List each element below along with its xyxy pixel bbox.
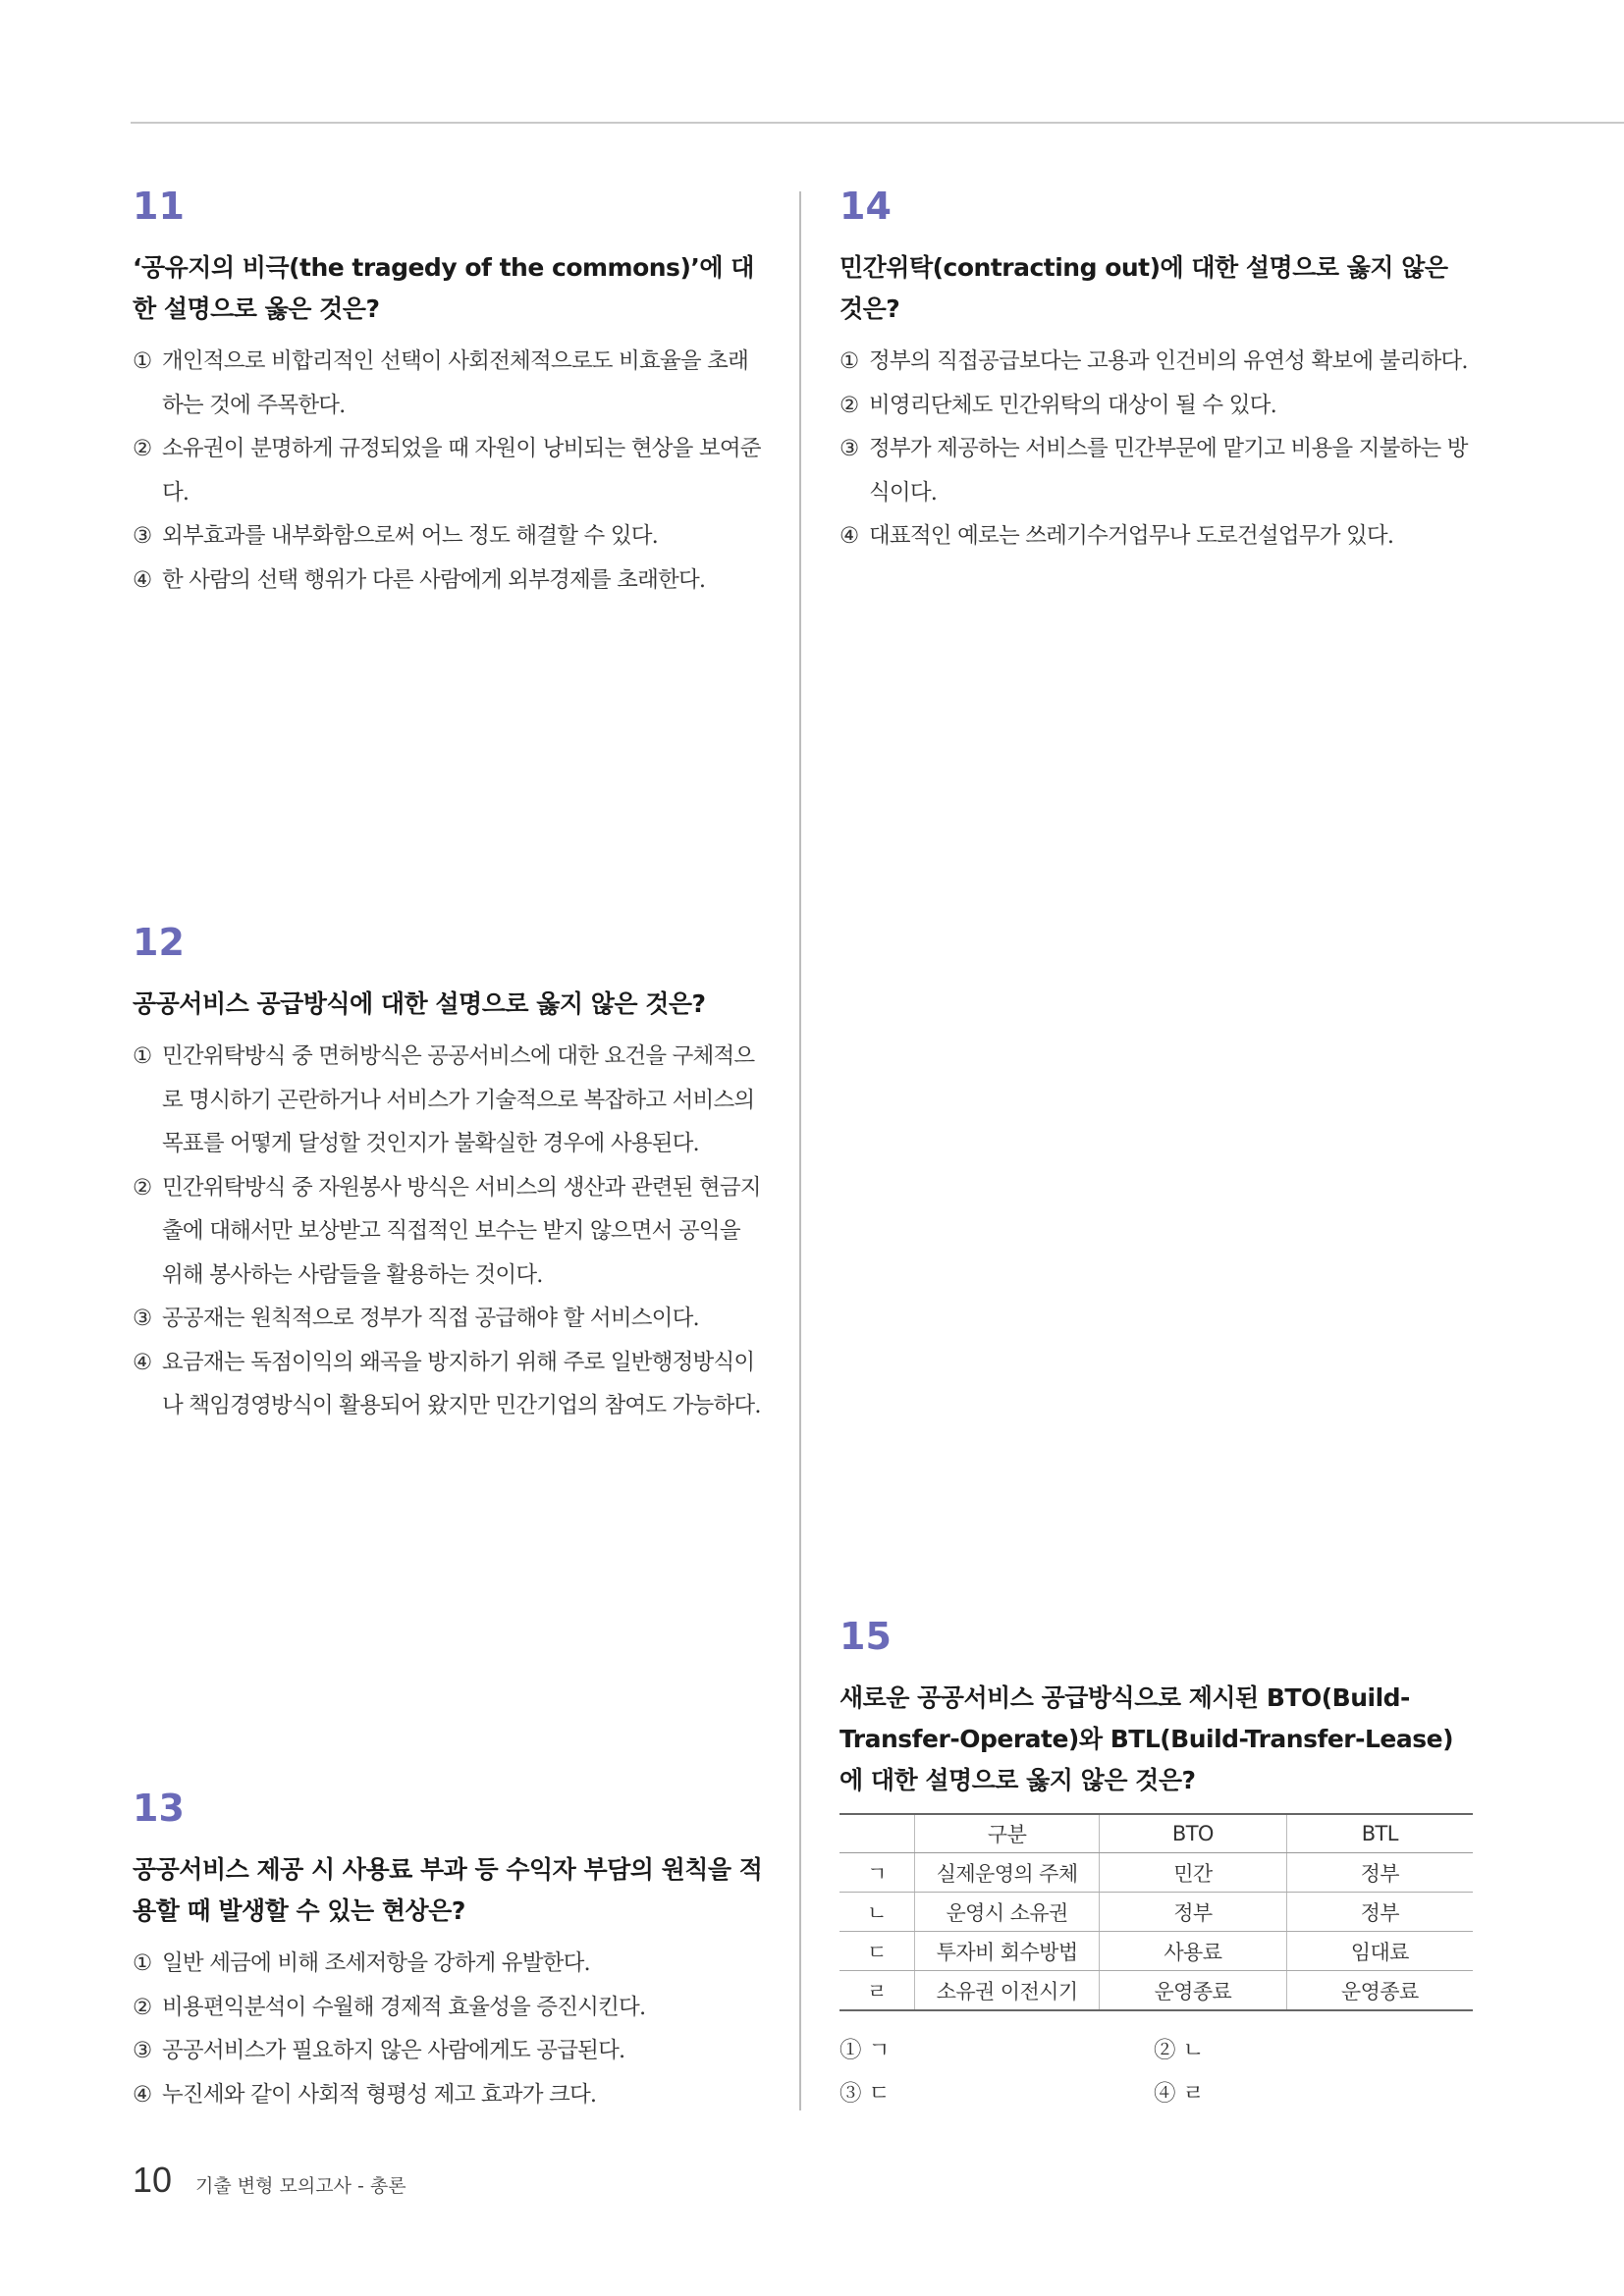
table-row [839, 1893, 1473, 1932]
table-cell: 소유권 이전시기 [915, 1971, 1100, 2011]
option-2[interactable] [839, 384, 1473, 428]
table-cell: 운영종료 [1286, 1971, 1473, 2011]
question-number: 13 [133, 1787, 185, 1830]
table-cell: 정부 [1100, 1893, 1286, 1932]
option-mark: ③ [133, 2038, 152, 2063]
option-3[interactable] [133, 514, 766, 559]
option-mark: ④ [133, 566, 152, 593]
question-11 [133, 185, 766, 602]
option-1[interactable] [839, 340, 1473, 384]
table-cell: 임대료 [1286, 1932, 1473, 1971]
option-text: 외부효과를 내부화함으로써 어느 정도 해결할 수 있다. [162, 523, 659, 549]
answer-choices [839, 2029, 1473, 2117]
table-row [839, 1971, 1473, 2011]
option-text: ㄷ [868, 2081, 891, 2107]
option-3[interactable] [133, 2029, 766, 2073]
question-number: 14 [839, 185, 892, 228]
question-14 [839, 185, 1473, 559]
option-mark: ② [133, 1994, 152, 2020]
question-12 [133, 921, 766, 1428]
table-header-cell: BTL [1286, 1814, 1473, 1853]
table-header-cell [839, 1814, 915, 1853]
table-cell: 민간 [1100, 1853, 1286, 1893]
option-mark: ③ [839, 436, 859, 461]
option-mark: ④ [1154, 2081, 1176, 2107]
option-4[interactable] [133, 559, 766, 603]
option-mark: ④ [133, 1349, 152, 1375]
question-text: 공공서비스 공급방식에 대한 설명으로 옳지 않은 것은? [133, 989, 706, 1018]
option-text: 누진세와 같이 사회적 형평성 제고 효과가 크다. [162, 2081, 597, 2108]
table-header-cell: 구분 [915, 1814, 1100, 1853]
table-cell: 운영종료 [1100, 1971, 1286, 2011]
option-text: 공공재는 원칙적으로 정부가 직접 공급해야 할 서비스이다. [162, 1306, 699, 1331]
option-4[interactable] [133, 2073, 766, 2117]
table-cell: ㄴ [839, 1893, 915, 1932]
question-13 [133, 1787, 766, 2116]
table-cell: 실제운영의 주체 [915, 1853, 1100, 1893]
option-mark: ③ [839, 2081, 862, 2107]
option-2[interactable] [133, 427, 766, 514]
choice-2[interactable] [1154, 2029, 1204, 2072]
option-text: 비영리단체도 민간위탁의 대상이 될 수 있다. [869, 392, 1276, 418]
question-text: ‘공유지의 비극(the tragedy of the commons)’에 대한 설명으로 옳은 것은? [133, 253, 754, 323]
option-4[interactable] [839, 514, 1473, 559]
option-mark: ④ [133, 2081, 152, 2108]
question-number: 15 [839, 1615, 892, 1658]
option-mark: ① [839, 348, 859, 374]
table-row [839, 1853, 1473, 1893]
option-text: 민간위탁방식 중 자원봉사 방식은 서비스의 생산과 관련된 현금지출에 대해서만 보상받고 직접적인 보수는 받지 않으면서 공익을 위해 봉사하는 사람들을 활용하는 것이다. [162, 1174, 761, 1288]
option-mark: ② [133, 436, 152, 461]
option-3[interactable] [133, 1297, 766, 1341]
option-1[interactable] [133, 1035, 766, 1166]
table-cell: 정부 [1286, 1893, 1473, 1932]
choice-3[interactable] [839, 2072, 890, 2115]
option-mark: ② [133, 1174, 152, 1201]
question-number: 11 [133, 185, 185, 228]
table-cell: ㄹ [839, 1971, 915, 2011]
question-text: 공공서비스 제공 시 사용료 부과 등 수익자 부담의 원칙을 적용할 때 발생할 수 있는 현상은? [133, 1855, 763, 1925]
option-text: 정부의 직접공급보다는 고용과 인건비의 유연성 확보에 불리하다. [869, 348, 1468, 374]
option-text: 정부가 제공하는 서비스를 민간부문에 맡기고 비용을 지불하는 방식이다. [869, 436, 1468, 506]
option-mark: ① [133, 1043, 152, 1069]
option-mark: ② [839, 392, 859, 418]
comparison-table [839, 1813, 1473, 2011]
option-mark: ① [133, 348, 152, 374]
question-text: 새로운 공공서비스 공급방식으로 제시된 BTO(Build-Transfer-Operate)와 BTL(Build-Transfer-Lease)에 대한 설명으로 옳지 않은 것은? [839, 1683, 1454, 1794]
table-cell: 사용료 [1100, 1932, 1286, 1971]
option-1[interactable] [133, 340, 766, 427]
option-text: ㄹ [1182, 2081, 1205, 2107]
option-mark: ① [133, 1950, 152, 1976]
question-number: 12 [133, 921, 185, 964]
page-footer [133, 2160, 406, 2201]
option-2[interactable] [133, 1986, 766, 2030]
table-header-row [839, 1814, 1473, 1853]
option-text: 소유권이 분명하게 규정되었을 때 자원이 낭비되는 현상을 보여준다. [162, 436, 761, 506]
table-cell: 운영시 소유권 [915, 1893, 1100, 1932]
option-mark: ② [1154, 2038, 1176, 2063]
option-text: 대표적인 예로는 쓰레기수거업무나 도로건설업무가 있다. [869, 523, 1394, 549]
option-text: 개인적으로 비합리적인 선택이 사회전체적으로도 비효율을 초래하는 것에 주목한다. [162, 348, 749, 418]
choice-4[interactable] [1154, 2072, 1204, 2115]
option-4[interactable] [133, 1341, 766, 1428]
question-text: 민간위탁(contracting out)에 대한 설명으로 옳지 않은 것은? [839, 253, 1448, 323]
option-text: ㄱ [868, 2038, 891, 2063]
question-15 [839, 1615, 1473, 2117]
table-cell: 투자비 회수방법 [915, 1932, 1100, 1971]
top-rule [131, 122, 1624, 124]
option-text: 일반 세금에 비해 조세저항을 강하게 유발한다. [162, 1950, 590, 1976]
option-text: 비용편익분석이 수월해 경제적 효율성을 증진시킨다. [162, 1994, 646, 2020]
option-text: 공공서비스가 필요하지 않은 사람에게도 공급된다. [162, 2038, 625, 2063]
option-mark: ④ [839, 523, 859, 549]
table-cell: 정부 [1286, 1853, 1473, 1893]
option-text: 요금재는 독점이익의 왜곡을 방지하기 위해 주로 일반행정방식이나 책임경영방식이 활용되어 왔지만 민간기업의 참여도 가능하다. [162, 1349, 761, 1418]
column-divider [799, 191, 801, 2110]
table-cell: ㄷ [839, 1932, 915, 1971]
book-title: 기출 변형 모의고사 - 총론 [195, 2175, 406, 2197]
option-text: 민간위탁방식 중 면허방식은 공공서비스에 대한 요건을 구체적으로 명시하기 곤란하거나 서비스가 기술적으로 복잡하고 서비스의 목표를 어떻게 달성할 것인지가 불확실한 경우에 사용된다. [162, 1043, 755, 1156]
option-text: ㄴ [1182, 2038, 1205, 2063]
table-row [839, 1932, 1473, 1971]
page-number: 10 [133, 2160, 173, 2200]
option-mark: ③ [133, 523, 152, 549]
option-mark: ① [839, 2038, 862, 2063]
option-1[interactable] [133, 1942, 766, 1986]
option-2[interactable] [133, 1166, 766, 1298]
option-mark: ③ [133, 1306, 152, 1331]
table-header-cell: BTO [1100, 1814, 1286, 1853]
option-3[interactable] [839, 427, 1473, 514]
table-cell: ㄱ [839, 1853, 915, 1893]
option-text: 한 사람의 선택 행위가 다른 사람에게 외부경제를 초래한다. [162, 566, 706, 593]
choice-1[interactable] [839, 2029, 890, 2072]
